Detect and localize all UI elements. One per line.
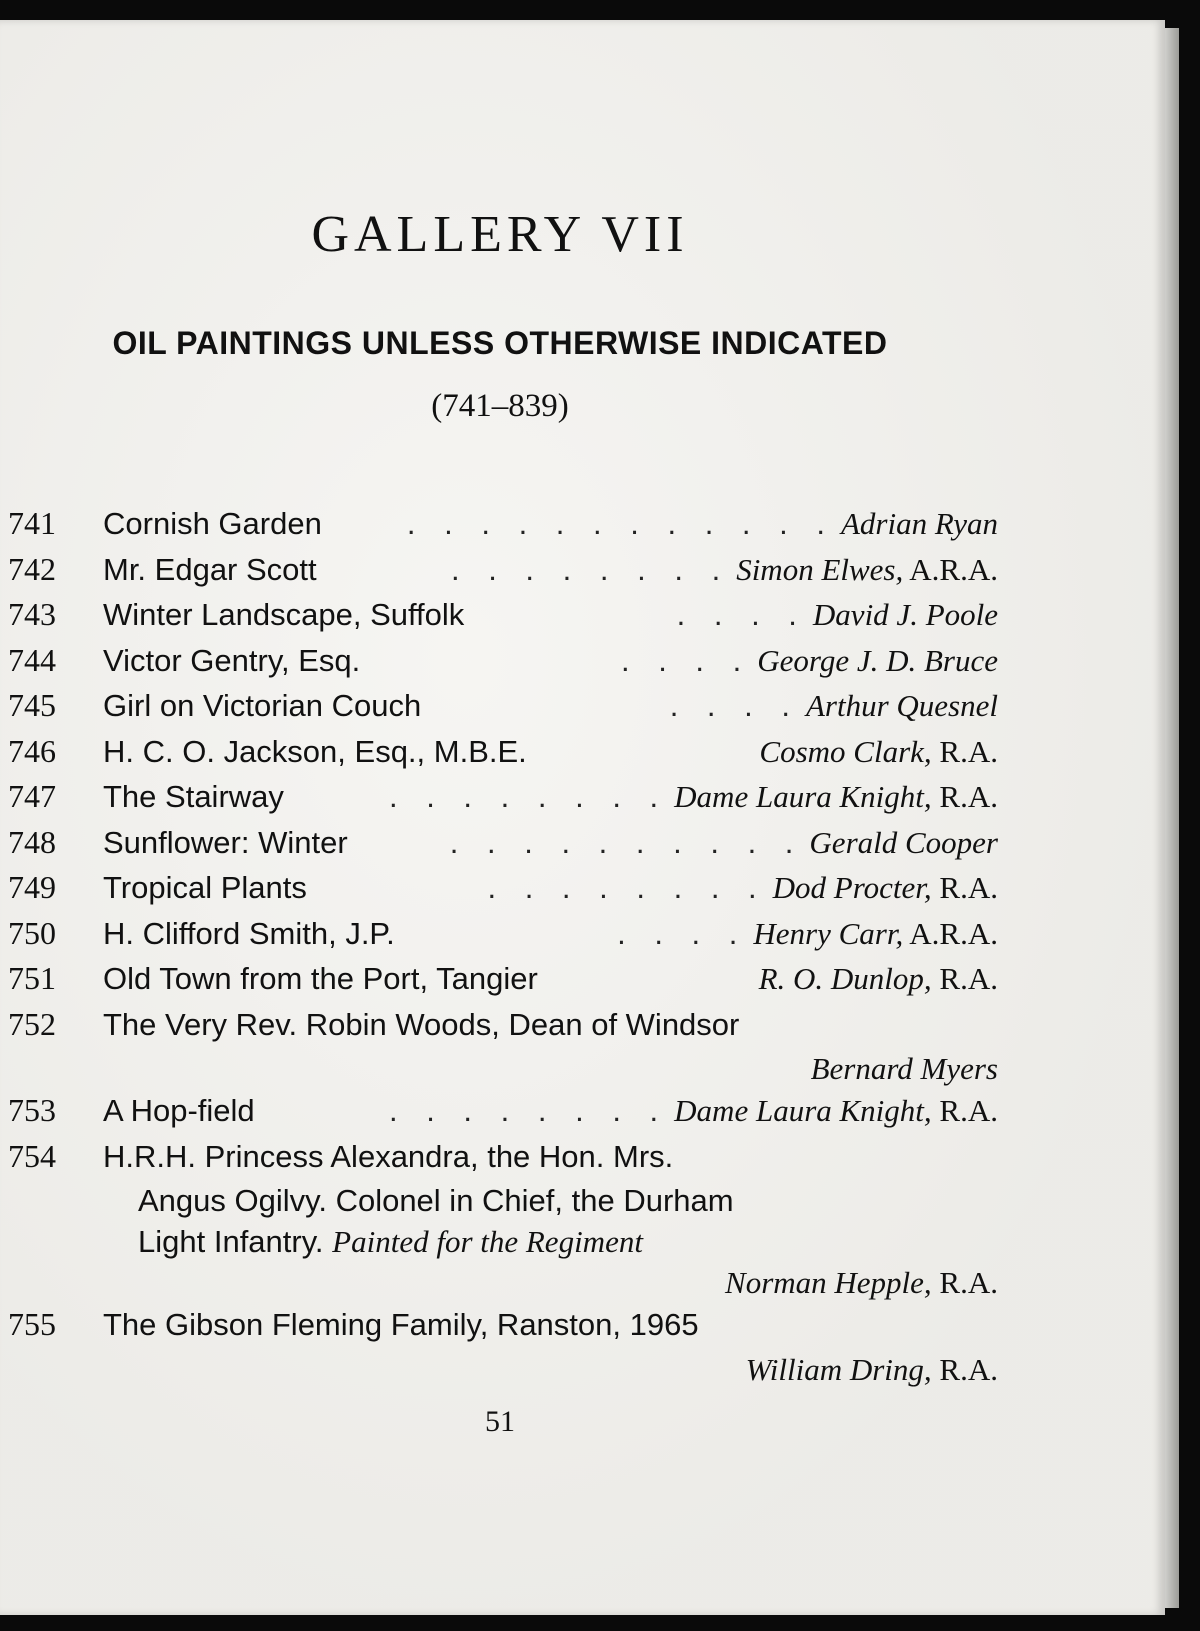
- entry-number: 753: [8, 1092, 56, 1128]
- leader-dots: . . . .: [669, 688, 800, 723]
- entry-title: Mr. Edgar Scott: [103, 551, 317, 587]
- leader-dots: . . . . . . . . . .: [449, 824, 804, 860]
- entry-artist: Arthur Quesnel: [805, 688, 998, 723]
- catalogue-range: (741–839): [431, 388, 569, 424]
- entry-title: The Gibson Fleming Family, Ranston, 1965: [103, 1307, 699, 1342]
- entry-745: [8, 687, 998, 733]
- leader-dots: . . . .: [676, 597, 807, 632]
- entry-artist-suffix: R.A.: [931, 733, 998, 769]
- entry-741: [8, 505, 998, 551]
- entry-title: H. C. O. Jackson, Esq., M.B.E.: [103, 733, 527, 769]
- entry-746: [8, 733, 998, 779]
- entry-744: [8, 642, 998, 688]
- leader-dots: . . . .: [617, 915, 748, 951]
- entry-artist: Cosmo Clark,: [759, 733, 932, 769]
- entry-number: 744: [8, 641, 56, 678]
- entry-title: The Very Rev. Robin Woods, Dean of Windsor: [103, 1006, 740, 1042]
- entry-number: 742: [8, 550, 56, 587]
- entry-number: 743: [8, 596, 56, 632]
- entry-artist-suffix: R.A.: [931, 1265, 998, 1300]
- entry-artist: Dame Laura Knight,: [674, 779, 932, 814]
- entry-artist: William Dring,: [745, 1351, 932, 1387]
- entry-742: [8, 551, 998, 597]
- entry-title: Old Town from the Port, Tangier: [103, 961, 538, 996]
- entry-artist-suffix: A.R.A.: [903, 915, 998, 951]
- entry-title: Victor Gentry, Esq.: [103, 642, 361, 678]
- entry-list: [8, 505, 998, 1393]
- page-edge: [1165, 28, 1179, 1608]
- entry-755: [8, 1306, 998, 1393]
- entry-title: The Stairway: [103, 779, 284, 814]
- gallery-title: GALLERY VII: [311, 206, 689, 263]
- entry-note: Painted for the Regiment: [332, 1224, 643, 1259]
- entry-747: [8, 778, 998, 824]
- entry-artist-suffix: R.A.: [931, 961, 998, 996]
- entry-750: [8, 915, 998, 961]
- entry-artist: Norman Hepple,: [725, 1265, 932, 1300]
- entry-artist: Simon Elwes,: [736, 551, 904, 587]
- catalogue-page: [0, 20, 1165, 1615]
- entry-artist: Dame Laura Knight,: [674, 1093, 932, 1128]
- entry-749: [8, 869, 998, 915]
- entry-title-line-1: H.R.H. Princess Alexandra, the Hon. Mrs.: [103, 1138, 674, 1174]
- entry-743: [8, 596, 998, 642]
- entry-752: [8, 1006, 998, 1093]
- entry-artist-suffix: R.A.: [931, 779, 998, 814]
- entry-number: 752: [8, 1005, 56, 1042]
- entry-artist: David J. Poole: [812, 597, 998, 632]
- entry-artist: Bernard Myers: [810, 1051, 998, 1086]
- entry-number: 745: [8, 687, 56, 723]
- entry-title-line-2: Angus Ogilvy. Colonel in Chief, the Durham: [138, 1183, 734, 1218]
- entry-title: Winter Landscape, Suffolk: [103, 597, 465, 632]
- entry-753: [8, 1092, 998, 1138]
- entry-754: [8, 1138, 998, 1307]
- entry-number: 754: [8, 1137, 56, 1174]
- entry-artist: R. O. Dunlop,: [758, 961, 932, 996]
- entry-number: 749: [8, 869, 56, 905]
- leader-dots: . . . . . . . . . . . .: [406, 506, 835, 541]
- entry-artist-suffix: R.A.: [931, 1351, 998, 1387]
- entry-artist-suffix: A.R.A.: [903, 551, 998, 587]
- entry-number: 751: [8, 960, 56, 996]
- entry-artist: Henry Carr,: [753, 915, 904, 951]
- entry-number: 741: [8, 505, 56, 541]
- entry-number: 747: [8, 778, 56, 814]
- entry-number: 746: [8, 732, 56, 769]
- entry-artist-suffix: R.A.: [931, 870, 998, 905]
- entry-title: Girl on Victorian Couch: [103, 688, 422, 723]
- entry-title: A Hop-field: [103, 1093, 255, 1128]
- entry-title: Sunflower: Winter: [103, 824, 348, 860]
- entry-number: 748: [8, 823, 56, 860]
- page-number: 51: [485, 1405, 515, 1438]
- leader-dots: . . . . . . . .: [450, 551, 731, 587]
- entry-artist: Adrian Ryan: [841, 506, 998, 541]
- entry-artist-suffix: R.A.: [931, 1093, 998, 1128]
- entry-number: 755: [8, 1306, 56, 1342]
- leader-dots: . . . . . . . .: [388, 779, 669, 814]
- entry-artist: Dod Procter,: [772, 870, 932, 905]
- section-subtitle: OIL PAINTINGS UNLESS OTHERWISE INDICATED: [112, 325, 888, 361]
- leader-dots: . . . . . . . .: [388, 1093, 669, 1128]
- entry-artist: George J. D. Bruce: [757, 642, 998, 678]
- entry-artist: Gerald Cooper: [809, 824, 998, 860]
- entry-title: H. Clifford Smith, J.P.: [103, 915, 395, 951]
- entry-title: Tropical Plants: [103, 870, 307, 905]
- leader-dots: . . . .: [620, 642, 752, 678]
- entry-751: [8, 960, 998, 1006]
- entry-title: Cornish Garden: [103, 506, 322, 541]
- entry-748: [8, 824, 998, 870]
- leader-dots: . . . . . . . .: [487, 870, 767, 905]
- entry-title-line-3: Light Infantry.: [138, 1224, 324, 1259]
- entry-number: 750: [8, 914, 56, 951]
